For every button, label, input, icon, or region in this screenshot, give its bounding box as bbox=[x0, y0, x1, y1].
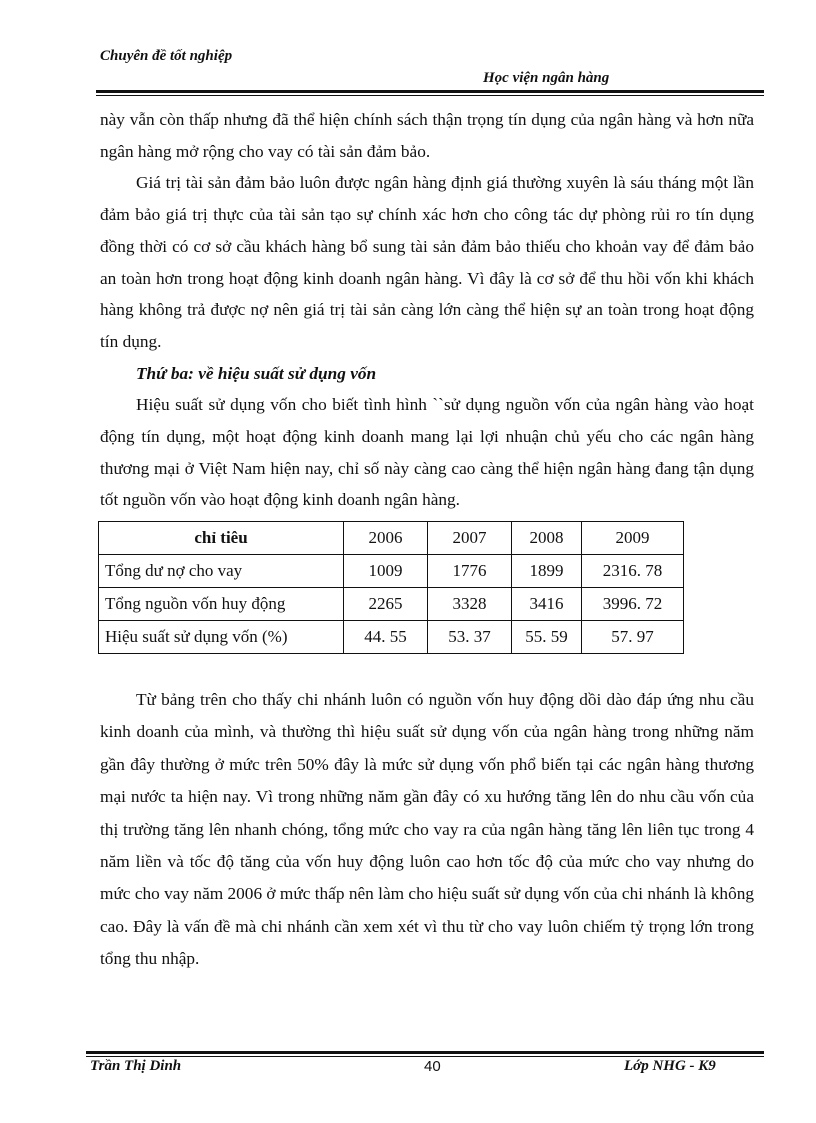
section-heading: Thứ ba: về hiệu suất sử dụng vốn bbox=[136, 363, 377, 383]
table-cell: 55. 59 bbox=[512, 621, 582, 654]
table-header-cell: 2006 bbox=[344, 522, 428, 555]
table-cell: 44. 55 bbox=[344, 621, 428, 654]
body-text-bottom bbox=[100, 684, 754, 976]
table-cell: Hiệu suất sử dụng vốn (%) bbox=[99, 621, 344, 654]
footer-author: Trần Thị Dinh bbox=[90, 1058, 182, 1074]
header-rule-thick bbox=[96, 90, 764, 93]
table-cell: 2316. 78 bbox=[582, 555, 684, 588]
table-cell: 53. 37 bbox=[428, 621, 512, 654]
table-cell: 1009 bbox=[344, 555, 428, 588]
table-header-cell: 2009 bbox=[582, 522, 684, 555]
table-cell: 57. 97 bbox=[582, 621, 684, 654]
footer-rule-thick bbox=[86, 1051, 764, 1054]
table-cell: 2265 bbox=[344, 588, 428, 621]
capital-efficiency-table bbox=[98, 521, 684, 654]
footer-class: Lớp NHG - K9 bbox=[624, 1058, 716, 1074]
paragraph-capital-efficiency: Hiệu suất sử dụng vốn cho biết tình hình ``sử dụng nguồn vốn của ngân hàng vào hoạt động tín dụng, một hoạt động kinh doanh mang lại lợi nhuận chủ yếu cho các ngân hàng thương mại ở Việt Nam hiện nay, chỉ số này càng cao càng thể hiện ngân hàng đang tận dụng tốt nguồn vốn vào hoạt động kinh doanh ngân hàng. bbox=[100, 395, 754, 510]
table-header-cell: 2007 bbox=[428, 522, 512, 555]
page-number: 40 bbox=[424, 1058, 441, 1075]
table-row bbox=[99, 588, 684, 621]
paragraph-table-analysis: Từ bảng trên cho thấy chi nhánh luôn có nguồn vốn huy động dồi dào đáp ứng nhu cầu kinh doanh của mình, và thường thì hiệu suất sử dụng vốn của ngân hàng trong những năm gần đây thường ở mức trên 50% đây là mức sử dụng vốn phổ biến tại các ngân hàng thương mại nước ta hiện nay. Vì trong những năm gần đây có xu hướng tăng lên do nhu cầu vốn của thị trường tăng lên nhanh chóng, tổng mức cho vay ra của ngân hàng tăng lên liên tục trong 4 năm liền và tốc độ tăng của vốn huy động luôn cao hơn tốc độ của mức cho vay nhưng do mức cho vay năm 2006 ở mức thấp nên làm cho hiệu suất sử dụng vốn của chi nhánh là không cao. Đây là vấn đề mà chi nhánh cần xem xét vì thu từ cho vay luôn chiếm tỷ trọng lớn trong tổng thu nhập. bbox=[100, 690, 754, 969]
table-row bbox=[99, 555, 684, 588]
paragraph-collateral-valuation: Giá trị tài sản đảm bảo luôn được ngân hàng định giá thường xuyên là sáu tháng một lần đảm bảo giá trị thực của tài sản tạo sự chính xác hơn cho công tác dự phòng rủi ro tín dụng đồng thời có cơ sở cầu khách hàng bổ sung tài sản đảm bảo thiếu cho khoản vay để đảm bảo an toàn hơn trong hoạt động kinh doanh ngân hàng. Vì đây là cơ sở để thu hồi vốn khi khách hàng không trả được nợ nên giá trị tài sản càng lớn càng thể hiện sự an toàn trong hoạt động tín dụng. bbox=[100, 173, 754, 351]
table-header-cell: chỉ tiêu bbox=[99, 522, 344, 555]
table-header-row bbox=[99, 522, 684, 555]
table-cell: Tổng nguồn vốn huy động bbox=[99, 588, 344, 621]
header-title-right: Học viện ngân hàng bbox=[483, 70, 610, 86]
body-text-top bbox=[100, 104, 754, 516]
header-title-left: Chuyên đề tốt nghiệp bbox=[100, 48, 233, 64]
paragraph-continuation: này vẫn còn thấp nhưng đã thể hiện chính sách thận trọng tín dụng của ngân hàng và hơn nữa ngân hàng mở rộng cho vay có tài sản đảm bảo. bbox=[100, 110, 754, 161]
table-cell: 3328 bbox=[428, 588, 512, 621]
table-cell: Tổng dư nợ cho vay bbox=[99, 555, 344, 588]
header-rule-thin bbox=[96, 95, 764, 96]
table-cell: 3416 bbox=[512, 588, 582, 621]
table-row bbox=[99, 621, 684, 654]
table-header-cell: 2008 bbox=[512, 522, 582, 555]
table-cell: 3996. 72 bbox=[582, 588, 684, 621]
footer-rule-thin bbox=[86, 1056, 764, 1057]
table-cell: 1776 bbox=[428, 555, 512, 588]
table-cell: 1899 bbox=[512, 555, 582, 588]
